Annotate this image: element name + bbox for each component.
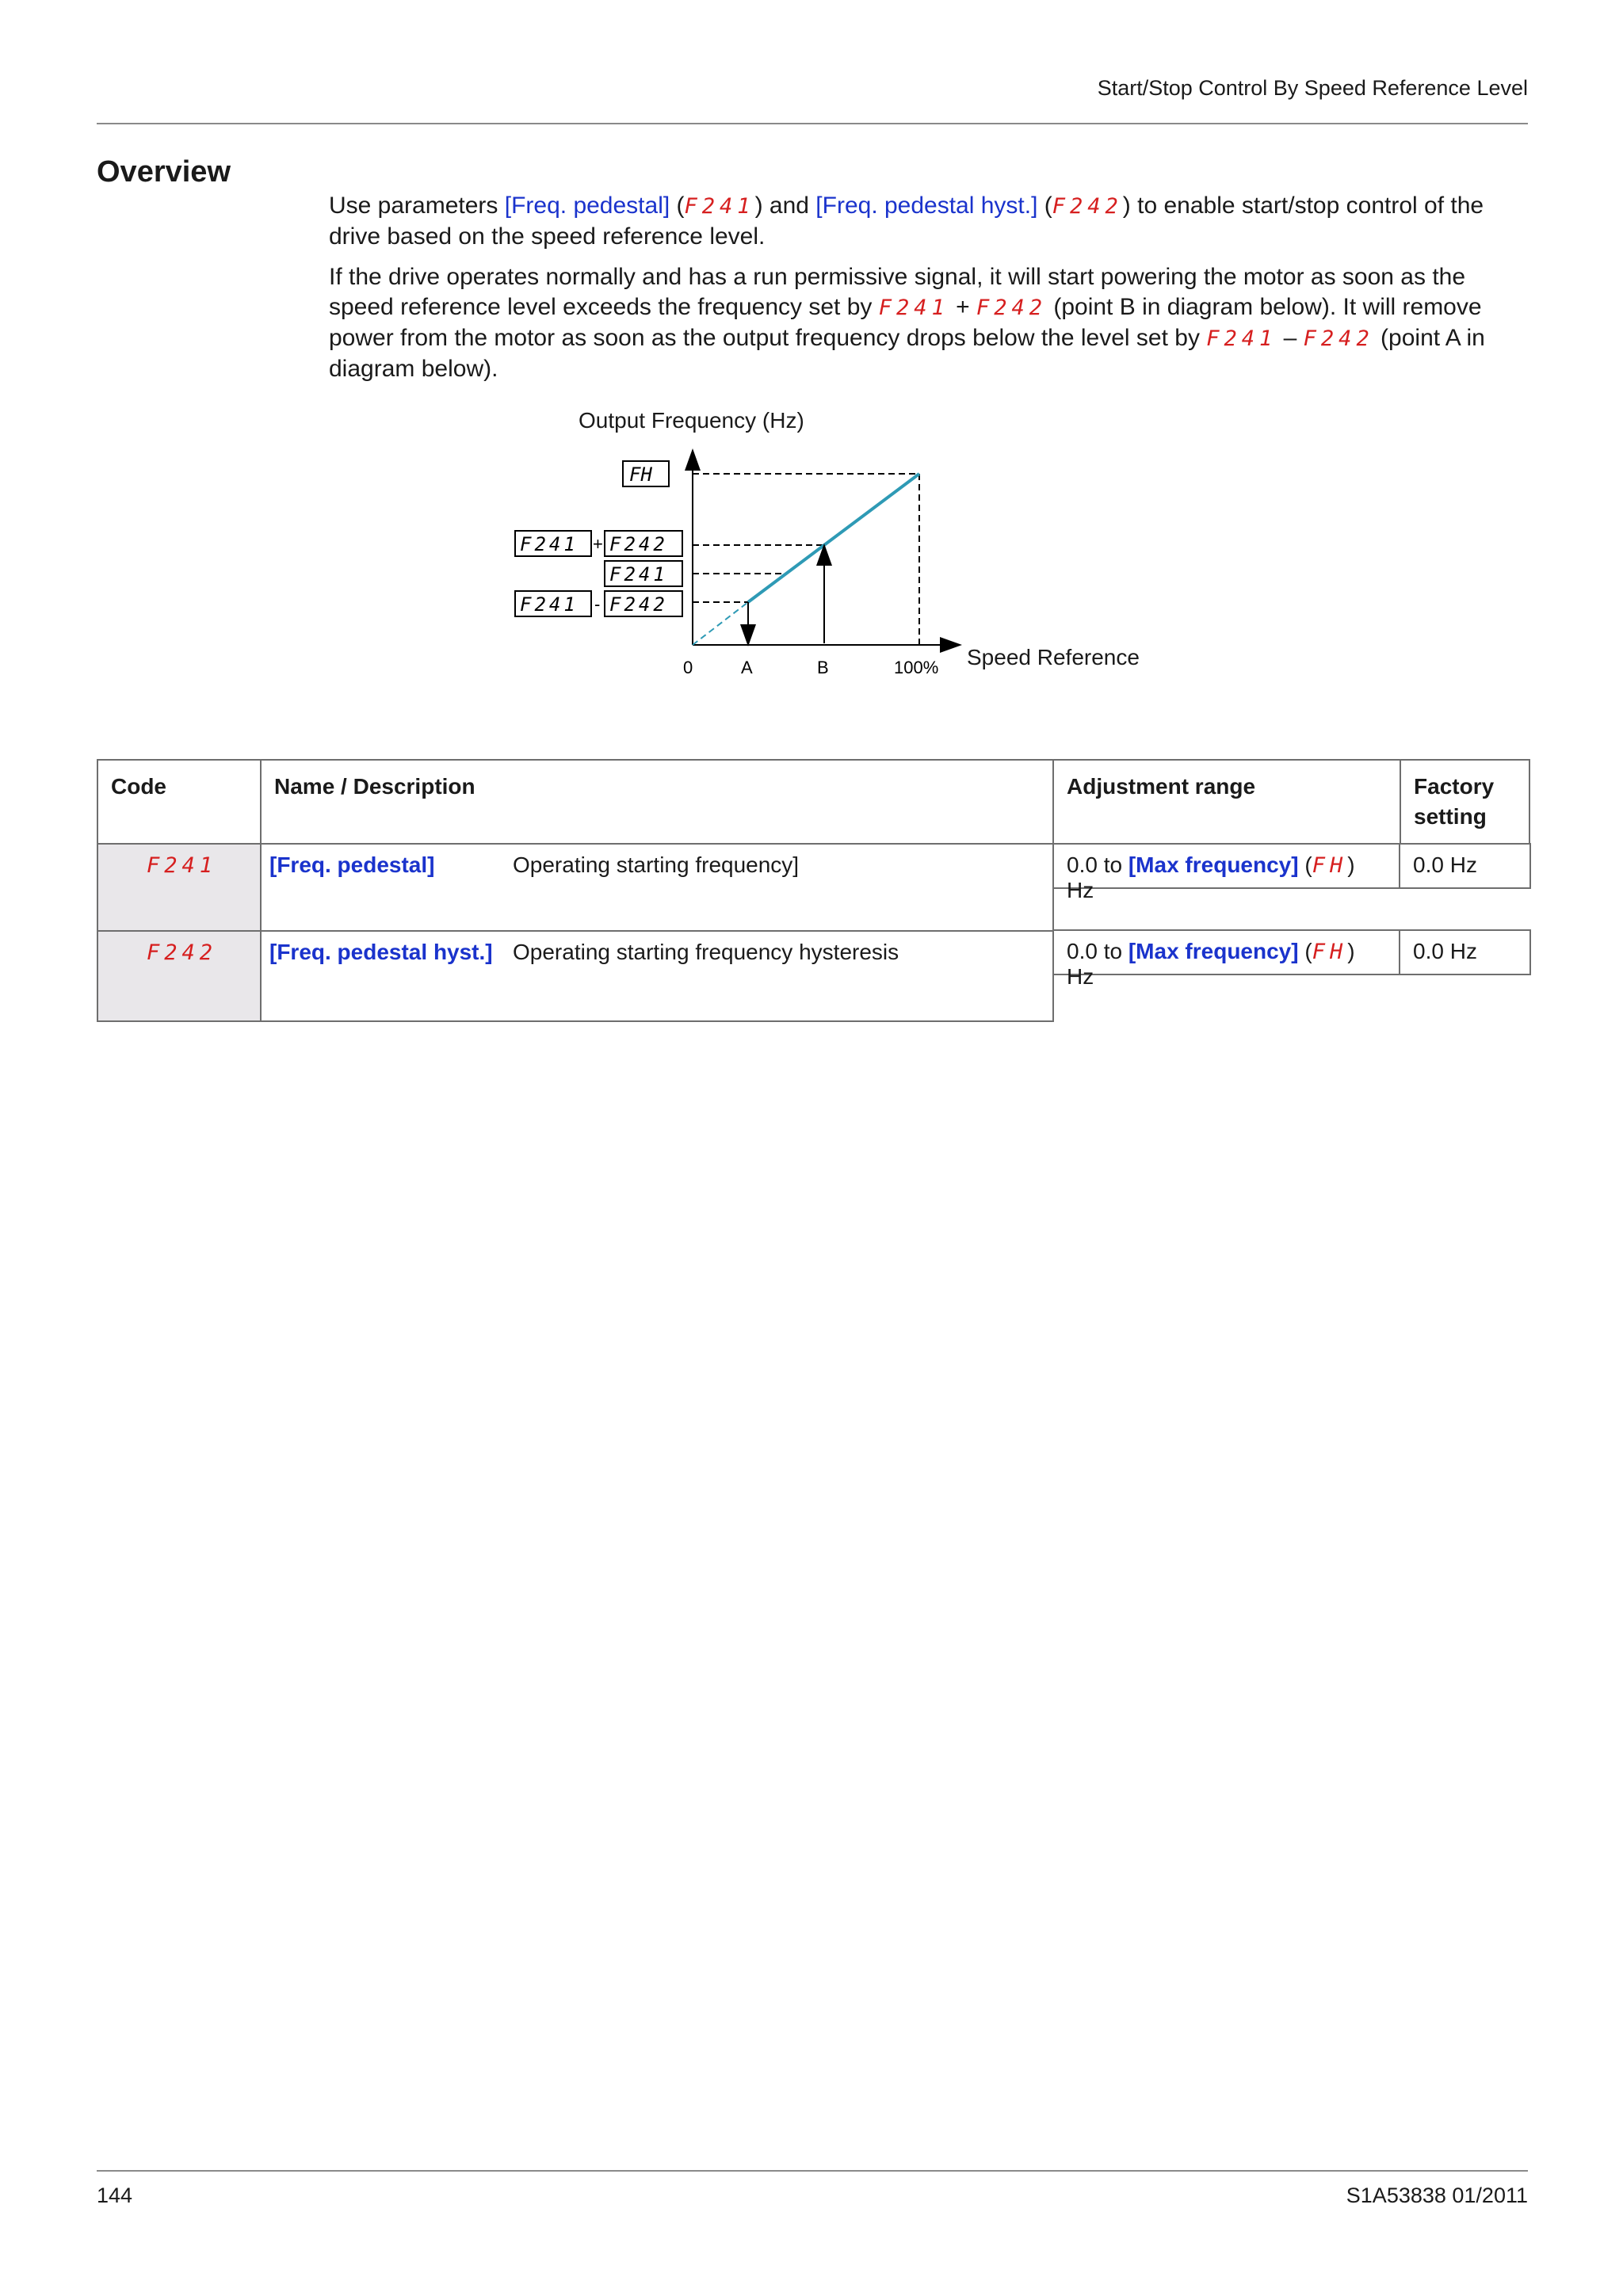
text: (point B in diagram below). It will remove power from the motor as soon as the output frequency drops below the level set by xyxy=(329,294,1482,351)
param-code: F242 xyxy=(1052,194,1123,219)
header-rule xyxy=(97,123,1528,124)
code-box-f242: F242 xyxy=(609,533,668,555)
text: (point A in diagram below). xyxy=(329,325,1485,382)
param-link-freq-pedestal[interactable]: [Freq. pedestal] xyxy=(504,193,670,219)
text: + xyxy=(949,294,976,320)
code-box-f242: F242 xyxy=(609,593,668,616)
header-factory-setting: Factory setting xyxy=(1400,760,1529,844)
row-code: F241 xyxy=(97,844,261,931)
running-header: Start/Stop Control By Speed Reference Level xyxy=(1097,76,1528,100)
row-range: 0.0 to [Max frequency] (FH) Hz xyxy=(1053,931,1400,1021)
text: and xyxy=(762,193,816,219)
text: Use parameters xyxy=(329,193,505,219)
text: – xyxy=(1277,325,1304,351)
row-range: 0.0 to [Max frequency] (FH) Hz xyxy=(1053,844,1400,931)
param-code: F241 xyxy=(878,296,949,320)
param-code: F242 xyxy=(1303,326,1374,351)
x-tick-100: 100% xyxy=(894,658,939,677)
param-link[interactable]: [Freq. pedestal hyst.] xyxy=(269,940,493,964)
header-name-description: Name / Description xyxy=(261,760,1053,844)
param-link[interactable]: [Freq. pedestal] xyxy=(269,852,435,877)
row-code: F242 xyxy=(97,931,261,1021)
text: If the drive operates normally and has a run permissive signal, it will start powering the motor as soon as the speed reference level exceeds the frequency set by xyxy=(329,264,1466,320)
code-box-f241: F241 xyxy=(520,593,579,616)
y-axis-label: Output Frequency (Hz) xyxy=(579,408,804,433)
header-code: Code xyxy=(97,760,261,844)
max-frequency-link[interactable]: [Max frequency] xyxy=(1128,852,1299,877)
table-row xyxy=(97,844,1529,931)
row-description: Operating starting frequency hysteresis xyxy=(508,931,1053,1021)
param-code: F241 xyxy=(684,194,755,219)
operator-plus: + xyxy=(593,534,603,554)
x-tick-0: 0 xyxy=(683,658,693,677)
row-name xyxy=(261,931,508,1021)
x-tick-a: A xyxy=(741,658,753,677)
curve-dashed-segment xyxy=(693,602,748,645)
text: to enable start/stop control of the drive based on the speed reference level. xyxy=(329,193,1484,250)
x-tick-b: B xyxy=(817,658,829,677)
footer-rule xyxy=(97,2170,1528,2172)
section-title: Overview xyxy=(97,155,231,189)
table-header-row xyxy=(97,760,1529,844)
header-adjustment-range: Adjustment range xyxy=(1053,760,1400,844)
hysteresis-diagram xyxy=(491,396,1244,689)
max-frequency-link[interactable]: [Max frequency] xyxy=(1128,939,1299,963)
row-factory: 0.0 Hz xyxy=(1400,931,1529,1021)
code-box-fh: FH xyxy=(629,463,652,486)
x-axis-label: Speed Reference xyxy=(967,645,1140,669)
row-factory: 0.0 Hz xyxy=(1400,844,1529,931)
param-link-freq-pedestal-hyst[interactable]: [Freq. pedestal hyst.] xyxy=(815,193,1038,219)
parameter-table xyxy=(97,759,1530,1022)
row-name xyxy=(261,844,508,931)
table-row xyxy=(97,931,1529,1021)
paragraph-2 xyxy=(329,262,1529,384)
param-code: F242 xyxy=(976,296,1048,320)
row-description: Operating starting frequency] xyxy=(508,844,1053,931)
paragraph-1: Use parameters [Freq. pedestal] (F241) and [Freq. pedestal hyst.] (F242) to enable start/stop control of the drive based on the speed reference level. xyxy=(329,193,1484,250)
curve-solid-segment xyxy=(748,474,919,602)
code-box-f241: F241 xyxy=(520,533,579,555)
page-number: 144 xyxy=(97,2183,133,2207)
param-code: F241 xyxy=(1206,326,1277,351)
operator-minus: - xyxy=(594,594,601,614)
code-box-f241: F241 xyxy=(609,563,668,585)
document-id: S1A53838 01/2011 xyxy=(1346,2183,1528,2207)
